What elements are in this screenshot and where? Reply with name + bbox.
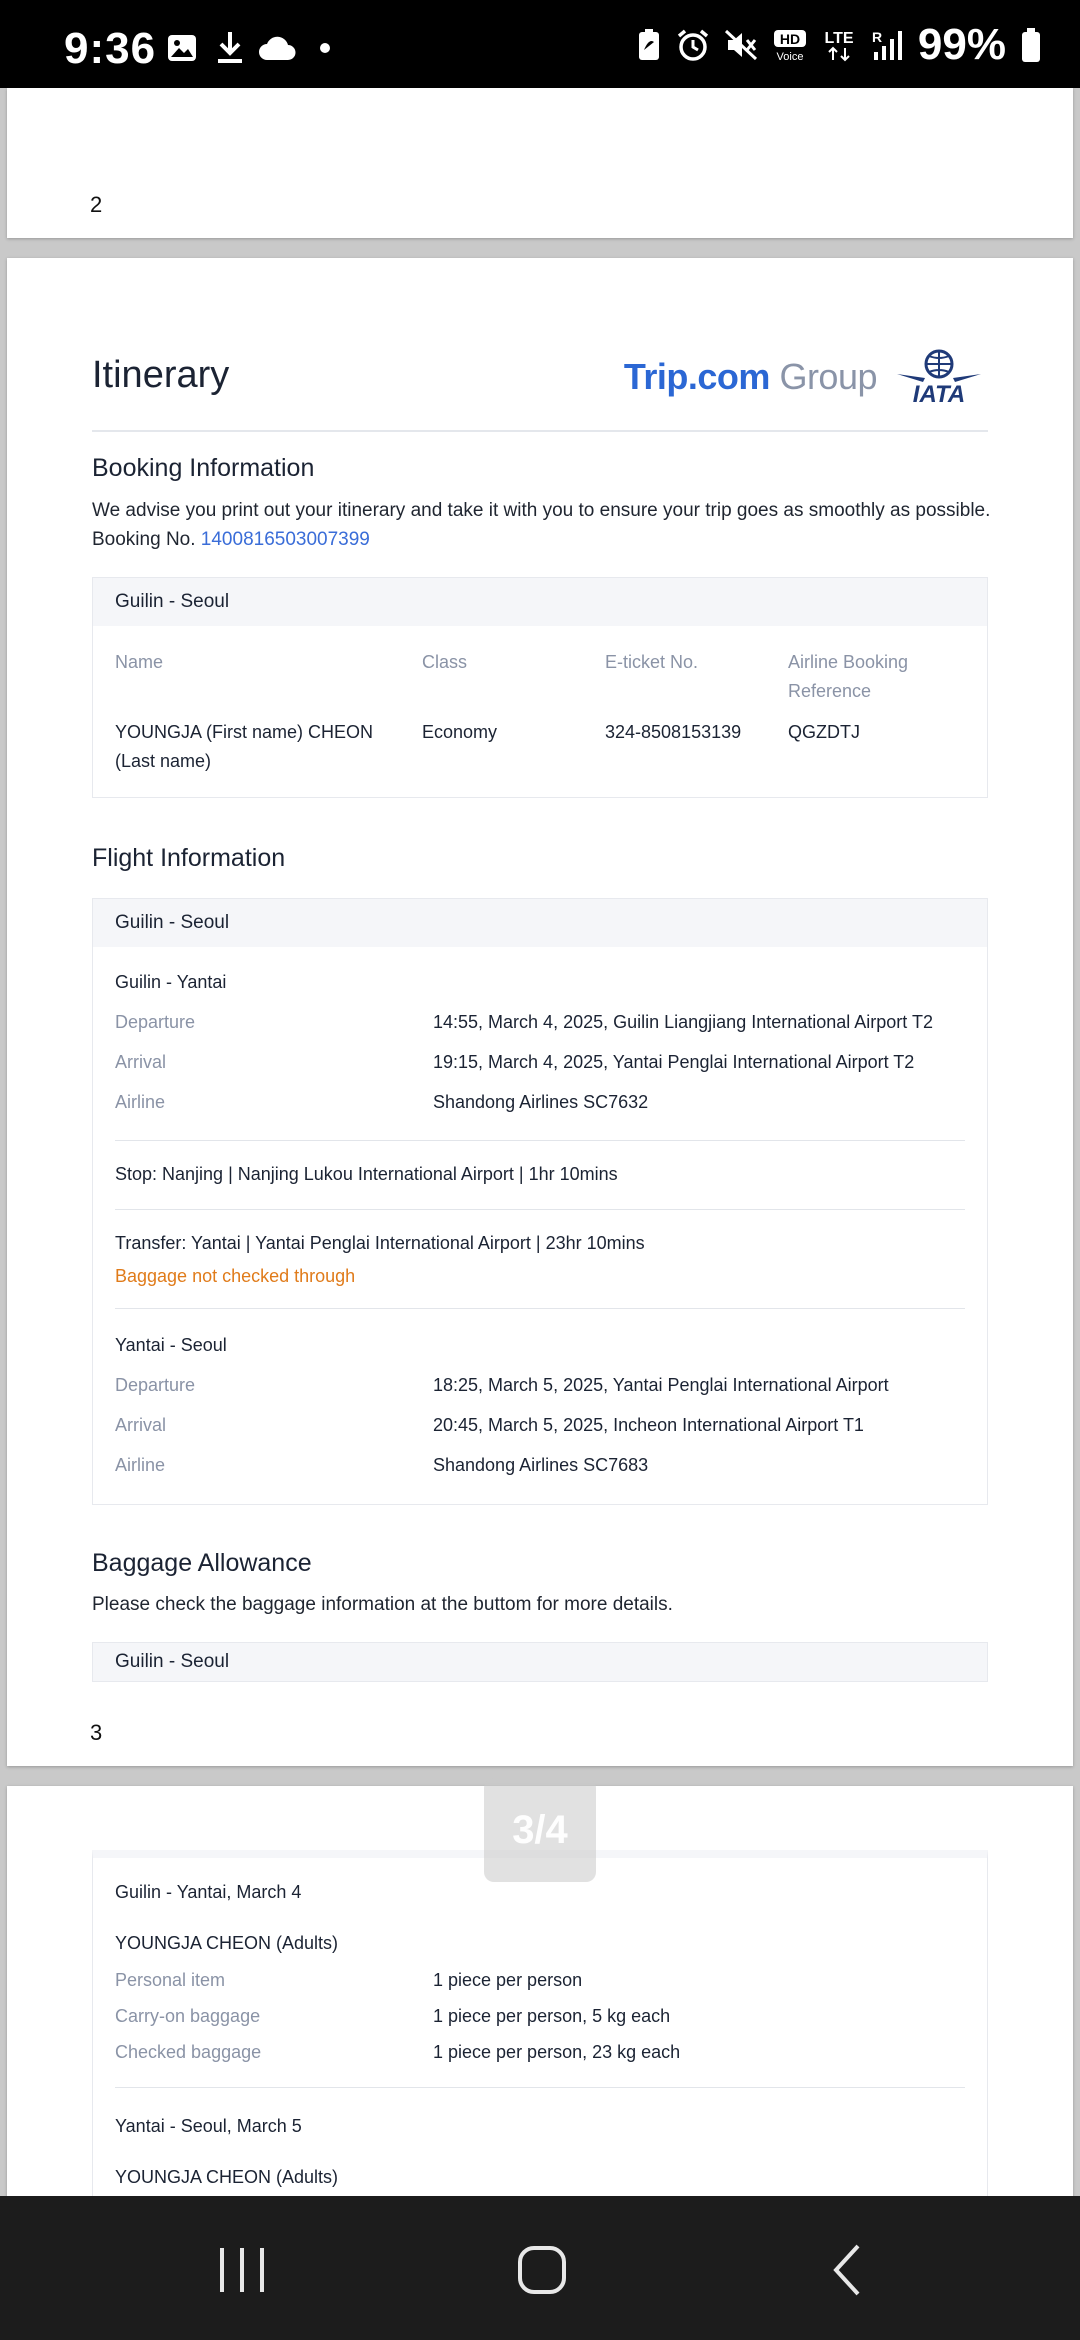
hd-voice-icon <box>772 28 808 62</box>
flight-card-route: Guilin - Seoul <box>93 899 987 947</box>
segment1-arrival: 19:15, March 4, 2025, Yantai Penglai International Airport T2 <box>433 1052 915 1072</box>
baggage-section-title: Baggage Allowance <box>92 1549 312 1577</box>
battery-saver-icon <box>636 28 662 62</box>
svg-text:Voice: Voice <box>776 51 804 62</box>
transfer-info: Transfer: Yantai | Yantai Penglai International Airport | 23hr 10mins <box>115 1233 645 1253</box>
cloud-icon <box>258 30 296 66</box>
baggage-seg1-passenger: YOUNGJA CHEON (Adults) <box>115 1933 339 1953</box>
flight-card <box>92 898 988 1505</box>
checked-baggage-label: Checked baggage <box>115 2042 262 2062</box>
flight-divider <box>115 1308 965 1309</box>
svg-text:LTE: LTE <box>824 30 854 47</box>
back-button[interactable] <box>822 2240 872 2300</box>
page-title: Itinerary <box>92 354 230 396</box>
status-right-group <box>636 22 1042 68</box>
gallery-icon <box>166 30 198 66</box>
flight-section-title: Flight Information <box>92 844 286 872</box>
segment1-departure: 14:55, March 4, 2025, Guilin Liangjiang International Airport T2 <box>433 1012 933 1032</box>
recent-apps-icon <box>212 2242 272 2298</box>
segment2-airline-label: Airline <box>115 1455 166 1475</box>
col-eticket: E-ticket No. <box>605 652 699 672</box>
segment1-title: Guilin - Yantai <box>115 972 227 992</box>
signal-icon <box>870 28 904 62</box>
brand-logos <box>624 348 983 406</box>
lte-icon <box>822 28 856 62</box>
segment2-title: Yantai - Seoul <box>115 1335 227 1355</box>
col-name: Name <box>115 652 164 672</box>
pdf-page-2 <box>7 88 1073 238</box>
battery-icon <box>1020 27 1042 63</box>
booking-card <box>92 577 988 798</box>
passenger-class: Economy <box>422 722 498 742</box>
baggage-card-route: Guilin - Seoul <box>93 1643 987 1681</box>
baggage-seg2-title: Yantai - Seoul, March 5 <box>115 2116 302 2136</box>
eticket-number: 324-8508153139 <box>605 722 742 742</box>
baggage-card-head <box>92 1642 988 1682</box>
col-airline-ref: Airline Booking Reference <box>788 652 909 701</box>
personal-item-label: Personal item <box>115 1970 226 1990</box>
booking-card-route: Guilin - Seoul <box>93 578 987 626</box>
baggage-warning: Baggage not checked through <box>115 1266 356 1286</box>
segment2-departure-label: Departure <box>115 1375 196 1395</box>
booking-number-label: Booking No. <box>92 529 196 550</box>
passenger-name: YOUNGJA (First name) CHEON (Last name) <box>115 722 374 771</box>
page-number: 2 <box>90 192 103 217</box>
baggage-seg2-passenger: YOUNGJA CHEON (Adults) <box>115 2167 339 2187</box>
mute-icon <box>724 28 758 62</box>
navigation-bar <box>0 2196 1080 2340</box>
segment1-departure-label: Departure <box>115 1012 196 1032</box>
segment2-departure: 18:25, March 5, 2025, Yantai Penglai International Airport <box>433 1375 889 1395</box>
segment1-airline: Shandong Airlines SC7632 <box>433 1092 649 1112</box>
pdf-page-3 <box>7 258 1073 1766</box>
baggage-divider <box>115 2087 965 2088</box>
col-class: Class <box>422 652 468 672</box>
carry-on-value: 1 piece per person, 5 kg each <box>433 2006 671 2026</box>
segment2-arrival-label: Arrival <box>115 1415 167 1435</box>
flight-divider <box>115 1209 965 1210</box>
home-button[interactable] <box>512 2240 572 2300</box>
iata-logo: IATA <box>895 348 983 406</box>
personal-item-value: 1 piece per person <box>433 1970 583 1990</box>
page-indicator: 3/4 <box>484 1778 596 1882</box>
baggage-note: Please check the baggage information at the buttom for more details. <box>92 1594 673 1615</box>
back-icon <box>822 2240 872 2300</box>
alarm-icon <box>676 28 710 62</box>
baggage-seg1-title: Guilin - Yantai, March 4 <box>115 1882 302 1902</box>
svg-text:R: R <box>871 29 883 45</box>
header-divider <box>92 430 988 432</box>
status-bar <box>0 0 1080 88</box>
airline-booking-ref: QGZDTJ <box>788 722 860 742</box>
svg-text:HD: HD <box>779 31 801 47</box>
checked-baggage-value: 1 piece per person, 23 kg each <box>433 2042 681 2062</box>
battery-percent: 99% <box>917 20 1006 69</box>
segment1-airline-label: Airline <box>115 1092 166 1112</box>
booking-advice: We advise you print out your itinerary and take it with you to ensure your trip goes as smoothly as possible. <box>92 500 991 521</box>
status-time: 9:36 <box>64 24 157 73</box>
flight-divider <box>115 1140 965 1141</box>
home-icon <box>512 2240 572 2300</box>
booking-number-link[interactable]: 1400816503007399 <box>200 529 370 550</box>
segment1-arrival-label: Arrival <box>115 1052 167 1072</box>
recent-apps-button[interactable] <box>212 2242 272 2298</box>
download-icon <box>214 30 246 66</box>
trip-com-logo: Trip.com Group <box>623 356 877 397</box>
baggage-details-card <box>92 1850 988 2250</box>
segment2-arrival: 20:45, March 5, 2025, Incheon International Airport T1 <box>433 1415 864 1435</box>
carry-on-label: Carry-on baggage <box>115 2006 261 2026</box>
stop-info: Stop: Nanjing | Nanjing Lukou International Airport | 1hr 10mins <box>115 1164 618 1184</box>
notification-dot-icon <box>318 30 332 66</box>
segment2-airline: Shandong Airlines SC7683 <box>433 1455 649 1475</box>
booking-section-title: Booking Information <box>92 454 315 482</box>
page-number: 3 <box>90 1720 103 1745</box>
booking-number-line <box>92 525 370 554</box>
